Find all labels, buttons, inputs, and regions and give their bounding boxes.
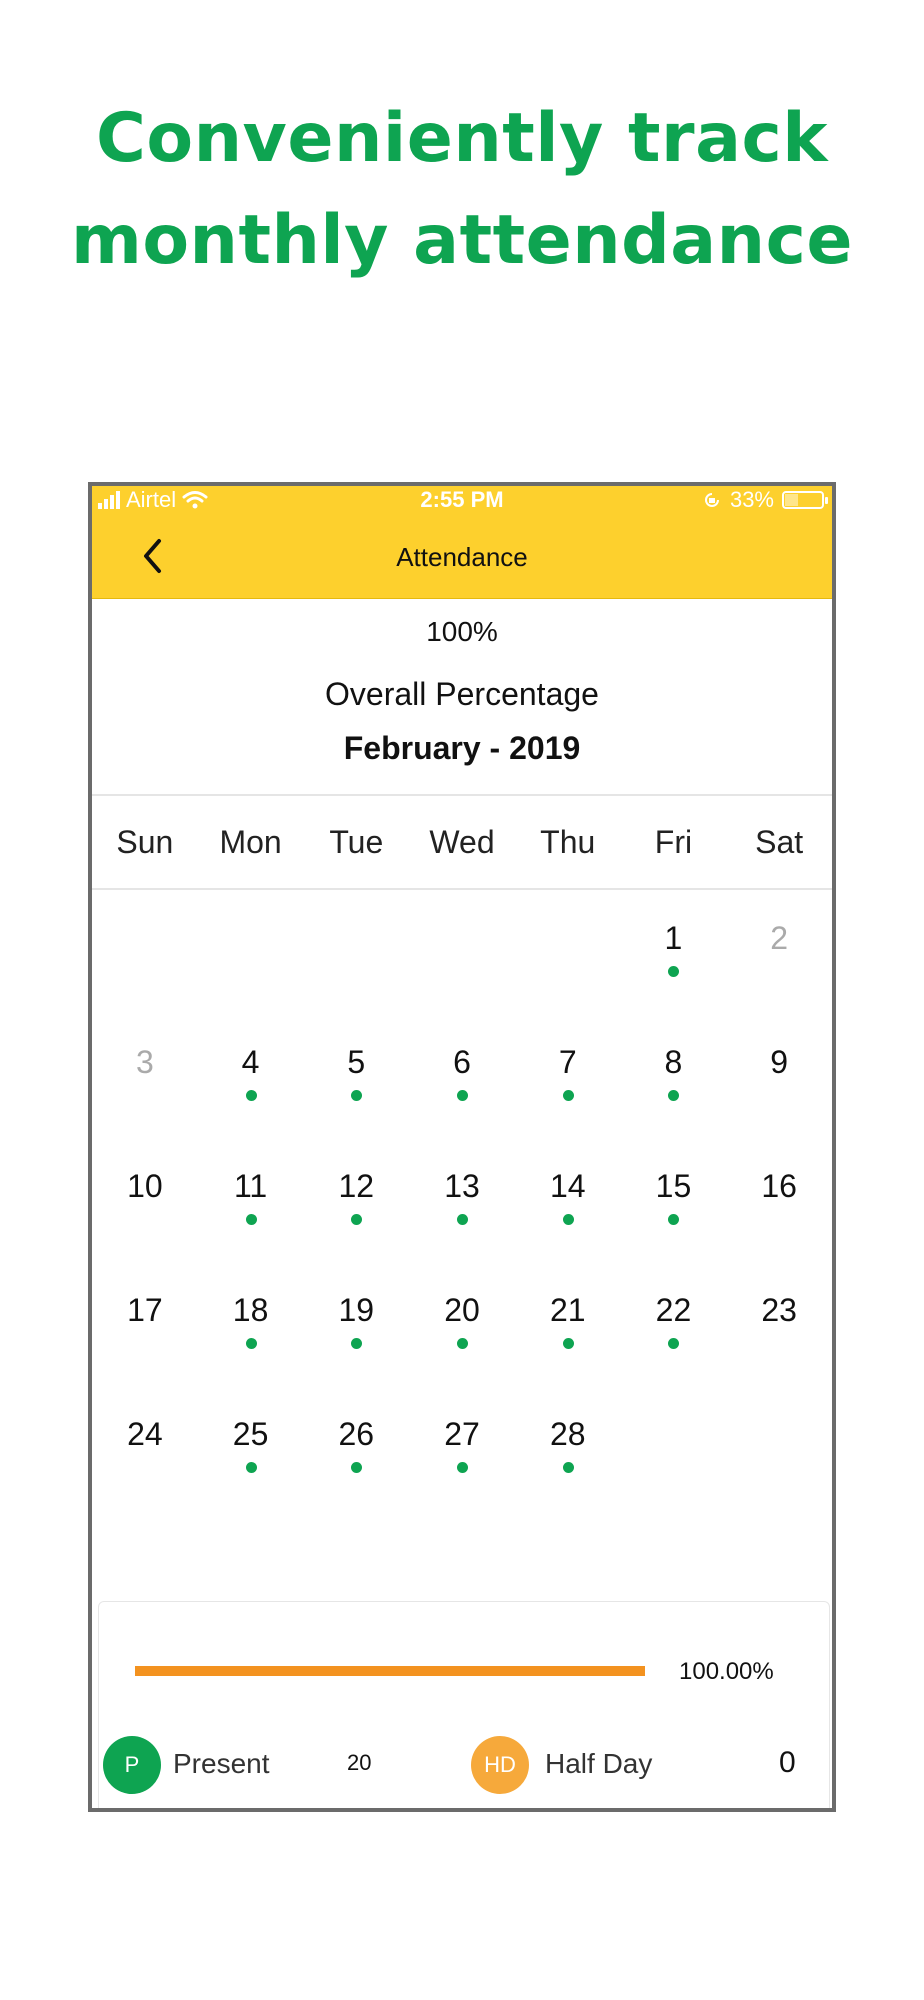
calendar-day-number: 21 [549,1292,586,1328]
battery-level-fill [785,494,798,506]
calendar-day-number: 5 [347,1044,366,1080]
calendar-day[interactable] [409,1138,515,1262]
half-day-badge: HD [471,1736,529,1794]
calendar-day-number: 27 [444,1416,480,1452]
calendar-day[interactable] [409,1014,515,1138]
promo-headline-line2: monthly attendance [70,201,854,280]
month-label: February - 2019 [343,730,581,766]
weekday-sat: Sat [755,824,804,860]
calendar-day-number: 25 [232,1416,269,1452]
battery-icon [782,491,824,509]
present-dot-icon [457,1338,468,1349]
calendar-day[interactable] [726,1014,832,1138]
weekday-sun: Sun [116,824,174,860]
calendar-day[interactable] [409,1262,515,1386]
calendar-day-number: 10 [127,1168,163,1204]
attendance-legend [99,1736,829,1796]
calendar-day-number: 7 [558,1044,577,1080]
calendar-day-number: 19 [338,1292,375,1328]
present-dot-icon [563,1338,574,1349]
present-dot-icon [351,1090,362,1101]
calendar-day[interactable] [726,1262,832,1386]
calendar-day-number: 22 [655,1292,692,1328]
calendar-day[interactable] [92,1014,198,1138]
calendar-empty-cell [409,890,515,1014]
calendar-day[interactable] [515,1014,621,1138]
calendar-day[interactable] [726,890,832,1014]
present-dot-icon [351,1214,362,1225]
present-label: Present [173,1748,270,1779]
calendar-day-number: 28 [549,1416,586,1452]
weekday-tue: Tue [329,824,384,860]
calendar-day[interactable] [621,890,727,1014]
battery-percent: 33% [729,487,774,512]
calendar-empty-cell [726,1386,832,1510]
carrier-label: Airtel [126,487,177,512]
calendar-day-number: 14 [549,1168,586,1204]
overall-percentage-label: Overall Percentage [325,676,599,712]
calendar-day-number: 4 [241,1044,260,1080]
attendance-progress-fill [135,1666,645,1676]
weekday-fri: Fri [654,824,693,860]
half-day-count: 0 [779,1746,796,1779]
attendance-stats-card [98,1601,830,1812]
status-time: 2:55 PM [420,487,504,512]
present-dot-icon [563,1462,574,1473]
calendar-empty-cell [303,890,409,1014]
calendar-week [92,890,832,1014]
present-dot-icon [668,1338,679,1349]
calendar-day[interactable] [198,1386,304,1510]
present-dot-icon [668,1090,679,1101]
calendar-day[interactable] [515,1138,621,1262]
promo-headline-line1: Conveniently track [96,99,828,178]
present-dot-icon [668,966,679,977]
present-dot-icon [351,1462,362,1473]
calendar-day-number: 18 [232,1292,269,1328]
present-dot-icon [246,1090,257,1101]
calendar-day[interactable] [726,1138,832,1262]
calendar-day[interactable] [198,1014,304,1138]
calendar-day-number: 20 [444,1292,480,1328]
calendar-day-number: 17 [127,1292,163,1328]
attendance-summary [92,598,832,794]
calendar-day-number: 11 [233,1168,268,1204]
page-title: Attendance [396,542,528,572]
present-dot-icon [668,1214,679,1225]
weekday-wed: Wed [429,824,495,860]
calendar-day-number: 23 [761,1292,797,1328]
calendar-week [92,1014,832,1138]
attendance-progress-label: 100.00% [679,1658,774,1685]
calendar-day[interactable] [409,1386,515,1510]
present-dot-icon [563,1214,574,1225]
calendar-day-number: 6 [453,1044,471,1080]
calendar-day-number: 13 [444,1168,480,1204]
calendar-grid [92,890,832,1510]
present-dot-icon [563,1090,574,1101]
calendar-day[interactable] [198,1138,304,1262]
calendar-day-number: 8 [664,1044,683,1080]
calendar-day[interactable] [92,1262,198,1386]
calendar-day[interactable] [303,1014,409,1138]
status-bar [92,486,832,516]
calendar-day[interactable] [515,1386,621,1510]
weekday-thu: Thu [540,824,596,860]
phone-screenshot [88,482,836,1812]
present-badge: P [103,1736,161,1794]
calendar-day[interactable] [92,1386,198,1510]
attendance-progress-bar [135,1666,645,1676]
calendar-day-number: 3 [135,1044,154,1080]
rotation-lock-icon [702,490,722,510]
present-dot-icon [246,1214,257,1225]
calendar-day[interactable] [621,1014,727,1138]
calendar-week [92,1262,832,1386]
weekday-header [92,794,832,890]
calendar-day-number: 1 [664,920,683,956]
present-dot-icon [457,1214,468,1225]
promo-headline [0,88,924,292]
calendar-day-number: 15 [655,1168,692,1204]
calendar-week [92,1138,832,1262]
calendar-empty-cell [198,890,304,1014]
calendar-day-number: 26 [338,1416,375,1452]
calendar-empty-cell [92,890,198,1014]
calendar-empty-cell [515,890,621,1014]
calendar-day-number: 24 [127,1416,163,1452]
calendar-day-number: 9 [770,1044,789,1080]
calendar-empty-cell [621,1386,727,1510]
calendar-day[interactable] [621,1138,727,1262]
calendar-week [92,1386,832,1510]
weekday-mon: Mon [219,824,282,860]
calendar-day[interactable] [303,1138,409,1262]
calendar-day[interactable] [621,1262,727,1386]
present-dot-icon [351,1338,362,1349]
present-count: 20 [347,1750,372,1775]
present-dot-icon [246,1338,257,1349]
calendar-day-number: 16 [761,1168,797,1204]
calendar-day[interactable] [303,1262,409,1386]
calendar-day-number: 12 [338,1168,375,1204]
calendar-day[interactable] [198,1262,304,1386]
present-dot-icon [457,1090,468,1101]
half-day-label: Half Day [545,1748,653,1779]
calendar-day[interactable] [303,1386,409,1510]
overall-percentage-value: 100% [426,616,498,647]
calendar-day[interactable] [92,1138,198,1262]
nav-bar [92,516,832,599]
calendar-day-number: 2 [770,920,789,956]
present-dot-icon [457,1462,468,1473]
present-dot-icon [246,1462,257,1473]
calendar-day[interactable] [515,1262,621,1386]
